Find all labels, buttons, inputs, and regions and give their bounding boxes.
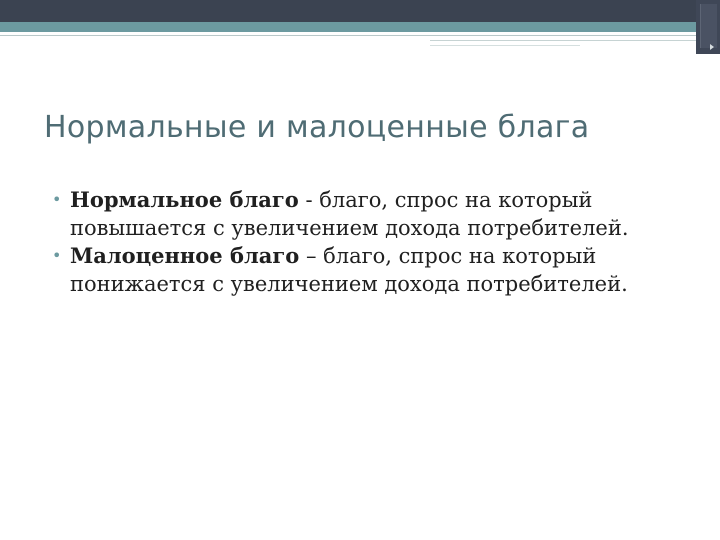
top-band-dark xyxy=(0,0,720,22)
term-inferior-good: Малоценное благо xyxy=(70,243,300,268)
small-arrow-icon xyxy=(710,44,714,50)
definition: благо, спрос на который понижается с увеличением дохода потребителей. xyxy=(70,244,628,296)
decorative-line xyxy=(430,45,580,46)
decorative-line xyxy=(430,40,696,41)
list-item xyxy=(48,186,678,242)
bullet-icon: • xyxy=(52,246,62,265)
separator: – xyxy=(299,244,324,268)
decorative-line xyxy=(0,35,696,36)
corner-block-inner xyxy=(700,4,717,48)
separator: - xyxy=(298,188,320,212)
term-normal-good: Нормальное благо xyxy=(70,187,299,212)
bullet-list xyxy=(48,186,678,298)
top-band-teal xyxy=(0,22,720,32)
slide-title: Нормальные и малоценные блага xyxy=(44,110,590,145)
definition: благо, спрос на который повышается с увеличением дохода потребителей. xyxy=(70,188,629,240)
bullet-icon: • xyxy=(52,190,62,209)
list-item xyxy=(48,242,678,298)
